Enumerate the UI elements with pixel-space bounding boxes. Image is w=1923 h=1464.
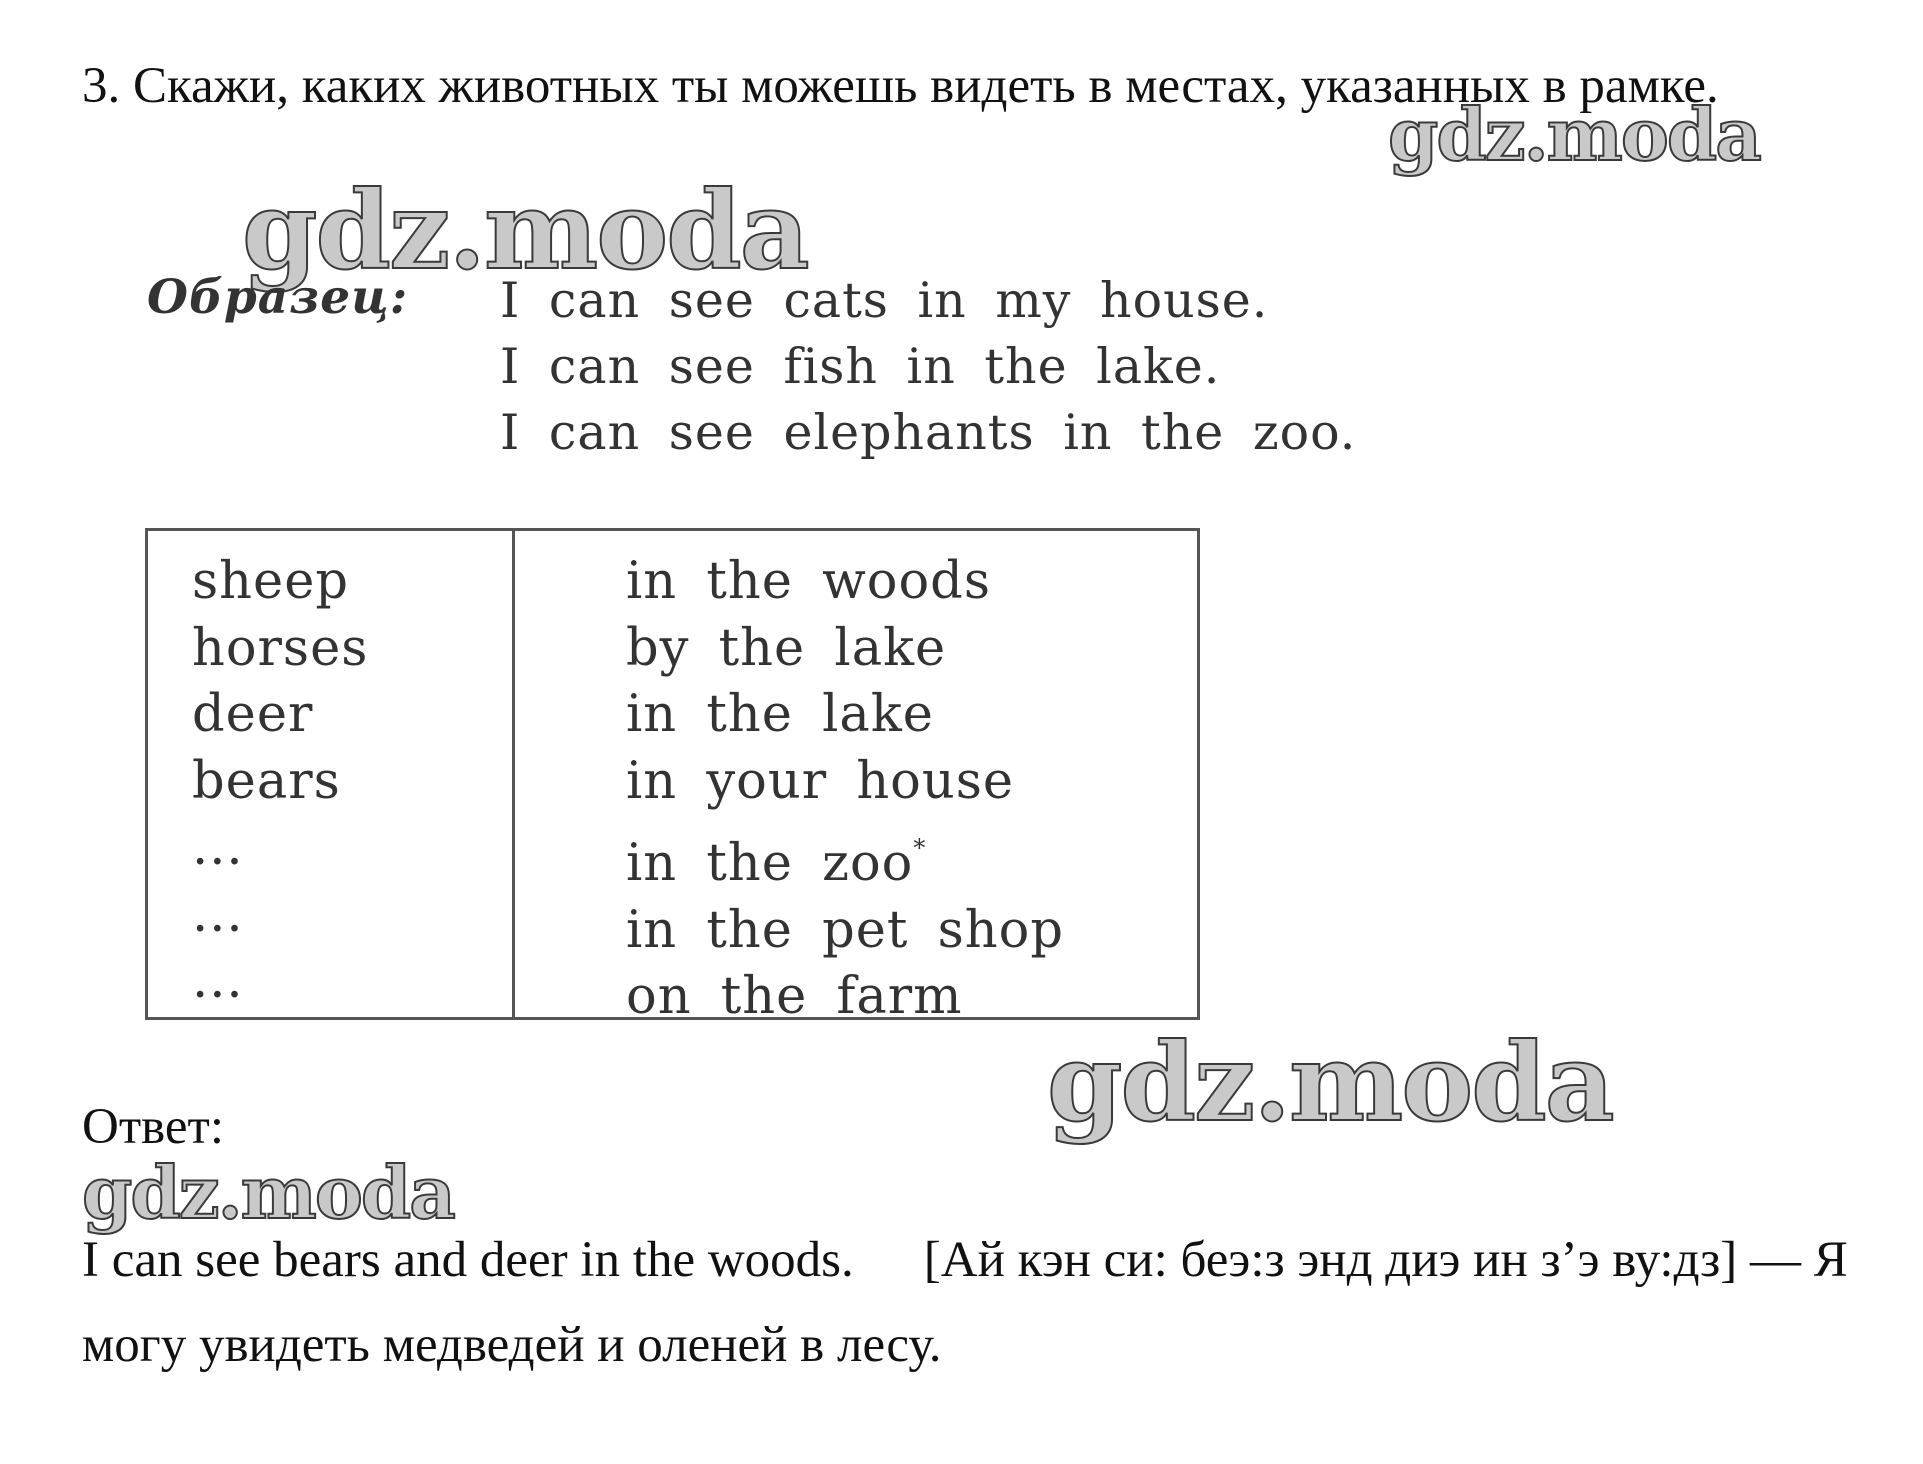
place-item: by the lake <box>626 618 947 678</box>
answer-text <box>82 1218 1862 1388</box>
watermark: gdz.moda <box>1047 1020 1613 1146</box>
place-item: in the pet shop <box>626 900 1065 960</box>
animal-item: bears <box>192 751 341 811</box>
animal-item: horses <box>192 618 369 678</box>
places-column <box>626 549 1064 1031</box>
animal-item: ... <box>192 951 244 1010</box>
animals-column <box>192 549 368 1015</box>
place-item: in the woods <box>626 552 991 611</box>
answer-label: Ответ: <box>82 1099 224 1155</box>
animal-item: ... <box>192 818 244 877</box>
answer-english: I can see bears and deer in the woods. <box>82 1232 854 1288</box>
footnote-mark: * <box>913 834 927 862</box>
watermark: gdz.moda <box>242 168 808 294</box>
word-box <box>145 528 1200 1026</box>
watermark: gdz.moda <box>1388 92 1760 177</box>
place-item-zoo <box>626 815 1064 898</box>
example-lines <box>500 268 1356 466</box>
animal-item: deer <box>192 685 314 744</box>
example-line: I can see cats in my house. <box>500 272 1269 329</box>
answer-transcription: [Ай кэн си: беэ:з энд диэ ин з’э ву:дз] — Я могу увидеть медведей и оленей в лесу. <box>82 1232 1848 1373</box>
example-line: I can see fish in the lake. <box>500 338 1221 395</box>
example-line: I can see elephants in the zoo. <box>500 404 1357 461</box>
example-label: Образец: <box>147 270 409 325</box>
animal-item: sheep <box>192 552 350 611</box>
box-divider <box>512 531 515 1017</box>
place-item: in the lake <box>626 685 934 744</box>
animal-item: ... <box>192 884 244 944</box>
task-text: 3. Скажи, каких животных ты можешь видеть в местах, указанных в рамке. <box>82 58 1719 114</box>
place-item-text: in the zoo <box>626 834 914 893</box>
watermark: gdz.moda <box>82 1150 454 1235</box>
place-item: on the farm <box>626 967 963 1026</box>
place-item: in your house <box>626 751 1015 811</box>
